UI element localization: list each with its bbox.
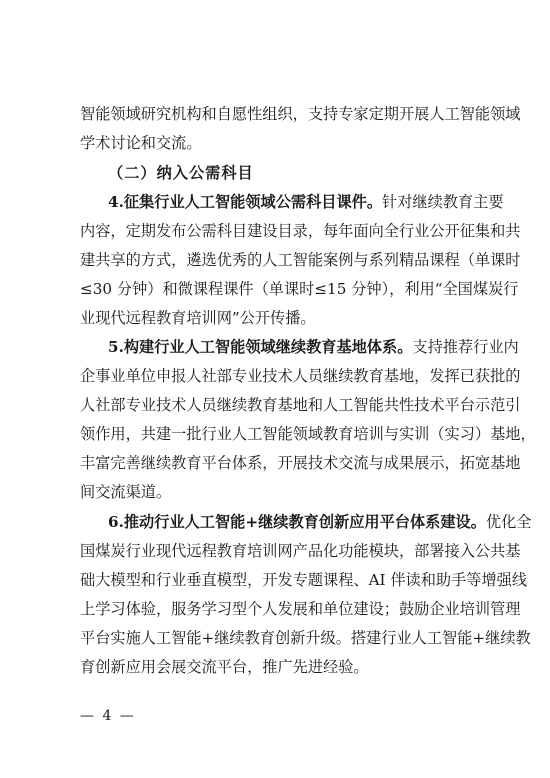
item-6-first-line	[108, 512, 532, 532]
section-heading: （二）纳入公需科目	[108, 164, 254, 182]
paragraph-line: 上学习体验，服务学习型个人发展和单位建设；鼓励企业培训管理	[80, 600, 521, 618]
paragraph-line: 学术讨论和交流。	[80, 134, 202, 152]
item-4-first-line	[108, 192, 504, 212]
paragraph-line: 领作用，共建一批行业人工智能领域教育培训与实训（实习）基地，	[80, 425, 536, 443]
paragraph-line: 间交流渠道。	[80, 483, 172, 501]
paragraph-line: 人社部专业技术人员继续教育基地和人工智能共性技术平台示范引	[80, 396, 521, 414]
paragraph-line: 育创新应用会展交流平台，推广先进经验。	[80, 658, 369, 676]
item-6-text: 优化全	[485, 513, 532, 531]
item-6-title: 6.推动行业人工智能+继续教育创新应用平台体系建设。	[108, 513, 486, 531]
page-number: — 4 —	[80, 708, 136, 724]
paragraph-line: 建共享的方式，遴选优秀的人工智能案例与系列精品课程（单课时	[80, 251, 521, 269]
item-5-title: 5.构建行业人工智能领域继续教育基地体系。	[108, 338, 413, 356]
paragraph-line: ≤30 分钟）和微课程课件（单课时≤15 分钟），利用“全国煤炭行	[80, 280, 519, 298]
item-5-text: 支持推荐行业内	[412, 338, 519, 356]
paragraph-line: 内容，定期发布公需科目建设目录，每年面向全行业公开征集和共	[80, 222, 521, 240]
paragraph-line: 平台实施人工智能+继续教育创新升级。搭建行业人工智能+继续教	[80, 629, 531, 647]
paragraph-line: 业现代远程教育培训网”公开传播。	[80, 309, 316, 327]
item-4-title: 4.征集行业人工智能领域公需科目课件。	[108, 193, 383, 211]
paragraph-line: 国煤炭行业现代远程教育培训网产品化功能模块，部署接入公共基	[80, 542, 521, 560]
item-5-first-line	[108, 337, 519, 357]
item-4-text: 针对继续教育主要	[382, 193, 504, 211]
paragraph-line: 丰富完善继续教育平台体系，开展技术交流与成果展示，拓宽基地	[80, 454, 521, 472]
paragraph-line: 企事业单位申报人社部专业技术人员继续教育基地，发挥已获批的	[80, 367, 521, 385]
paragraph-line: 智能领域研究机构和自愿性组织，支持专家定期开展人工智能领域	[80, 105, 521, 123]
paragraph-line: 础大模型和行业垂直模型，开发专题课程、AI 伴读和助手等增强线	[80, 571, 528, 589]
